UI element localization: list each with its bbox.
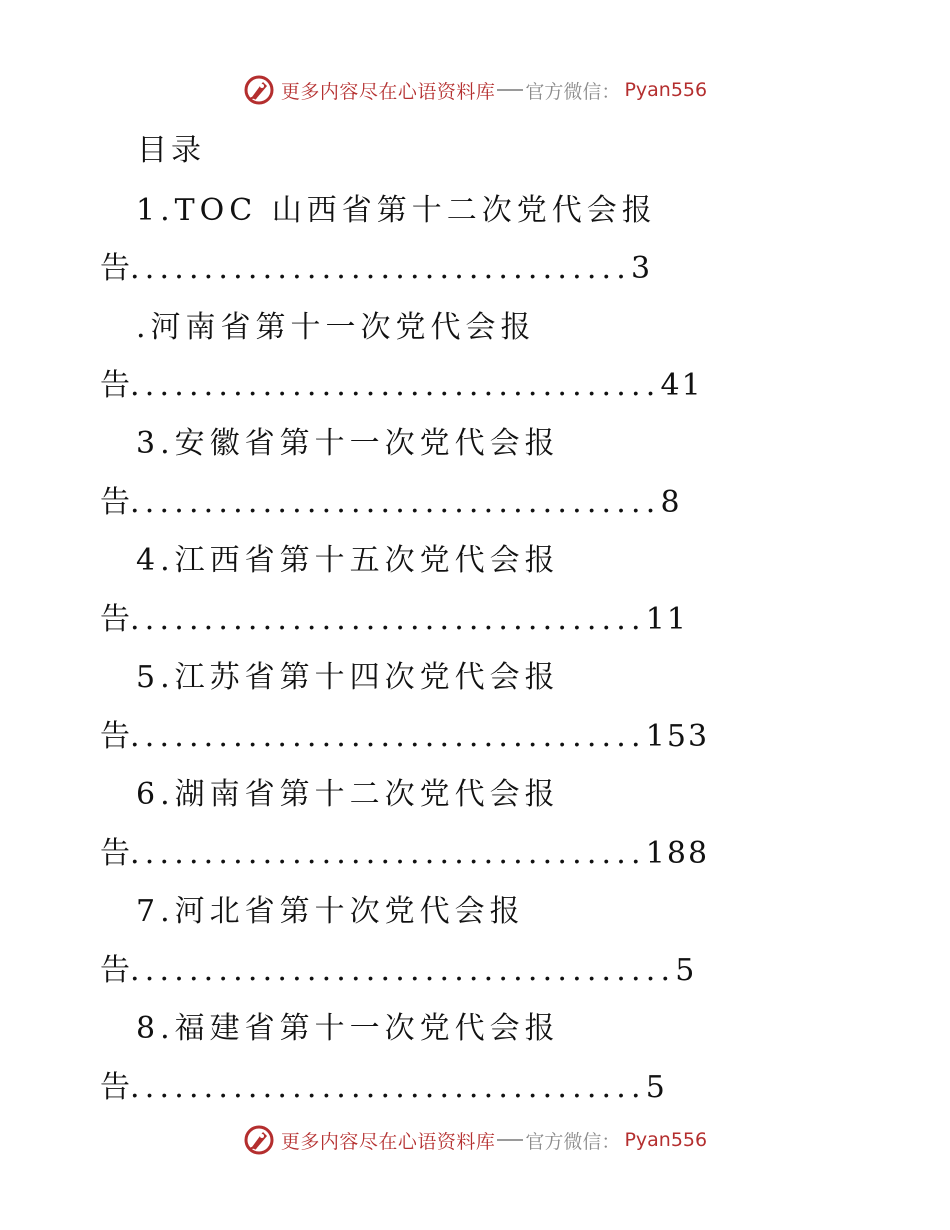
toc-dot-leader: ................................... — [130, 602, 646, 637]
toc-entry-title[interactable]: 5.江苏省第十四次党代会报 — [136, 660, 560, 695]
toc-dot-leader: .................................. — [130, 251, 632, 286]
toc-entry-leader[interactable] — [100, 243, 652, 287]
toc-dot-leader: ................................... — [130, 836, 646, 871]
toc-entry-leader[interactable] — [100, 594, 688, 638]
toc-page-number: 5 — [645, 1070, 667, 1105]
toc-entry-title[interactable]: .河南省第十一次党代会报 — [136, 310, 536, 345]
toc-page-number: 5 — [675, 953, 697, 988]
toc-dot-leader: ................................... — [130, 719, 646, 754]
toc-page-number: 41 — [660, 368, 703, 403]
toc-heading: 目录 — [137, 133, 205, 168]
toc-entry-title[interactable]: 1.TOC 山西省第十二次党代会报 — [136, 193, 657, 228]
toc-entry-tail: 告 — [100, 953, 130, 988]
toc-page-number: 153 — [645, 719, 710, 754]
toc-dot-leader: ..................................... — [130, 953, 676, 988]
toc-entry-title[interactable]: 4.江西省第十五次党代会报 — [136, 543, 560, 578]
toc-dot-leader: .................................... — [130, 368, 661, 403]
toc-entry-leader[interactable] — [100, 477, 682, 521]
toc-entry-tail: 告 — [100, 368, 130, 403]
toc-entry-title[interactable]: 7.河北省第十次党代会报 — [136, 894, 525, 929]
toc-entry-leader[interactable] — [100, 360, 703, 404]
toc-entry-tail: 告 — [100, 251, 130, 286]
toc-entry-tail: 告 — [100, 1070, 130, 1105]
pen-nib-logo-icon — [243, 1124, 275, 1156]
toc-page-number: 8 — [660, 485, 682, 520]
toc-entry-tail: 告 — [100, 719, 130, 754]
toc-dot-leader: .................................... — [130, 485, 661, 520]
toc-entry-tail: 告 — [100, 836, 130, 871]
footer-watermark — [0, 1120, 950, 1160]
toc-page-number: 188 — [645, 836, 710, 871]
watermark-dash — [497, 1139, 523, 1141]
toc-page-number: 11 — [645, 602, 688, 637]
watermark-site-text: 更多内容尽在心语资料库 — [280, 1130, 496, 1153]
watermark-wechat-id: Pyan556 — [624, 1129, 708, 1151]
toc-page-number: 3 — [631, 251, 653, 286]
toc-entry-leader[interactable] — [100, 828, 709, 872]
toc-entry-title[interactable]: 8.福建省第十一次党代会报 — [136, 1011, 560, 1046]
watermark-wechat-id: Pyan556 — [624, 79, 708, 101]
toc-entry-leader[interactable] — [100, 945, 696, 989]
toc-entry-leader[interactable] — [100, 711, 709, 755]
toc-entry-leader[interactable] — [100, 1062, 667, 1106]
toc-entry-tail: 告 — [100, 602, 130, 637]
toc-entry-tail: 告 — [100, 485, 130, 520]
toc-entry-title[interactable]: 6.湖南省第十二次党代会报 — [136, 777, 560, 812]
watermark-label: 官方微信： — [525, 80, 621, 103]
watermark-site-text: 更多内容尽在心语资料库 — [280, 80, 496, 103]
toc-entry-title[interactable]: 3.安徽省第十一次党代会报 — [136, 426, 560, 461]
toc-dot-leader: ................................... — [130, 1070, 646, 1105]
watermark-label: 官方微信： — [525, 1130, 621, 1153]
